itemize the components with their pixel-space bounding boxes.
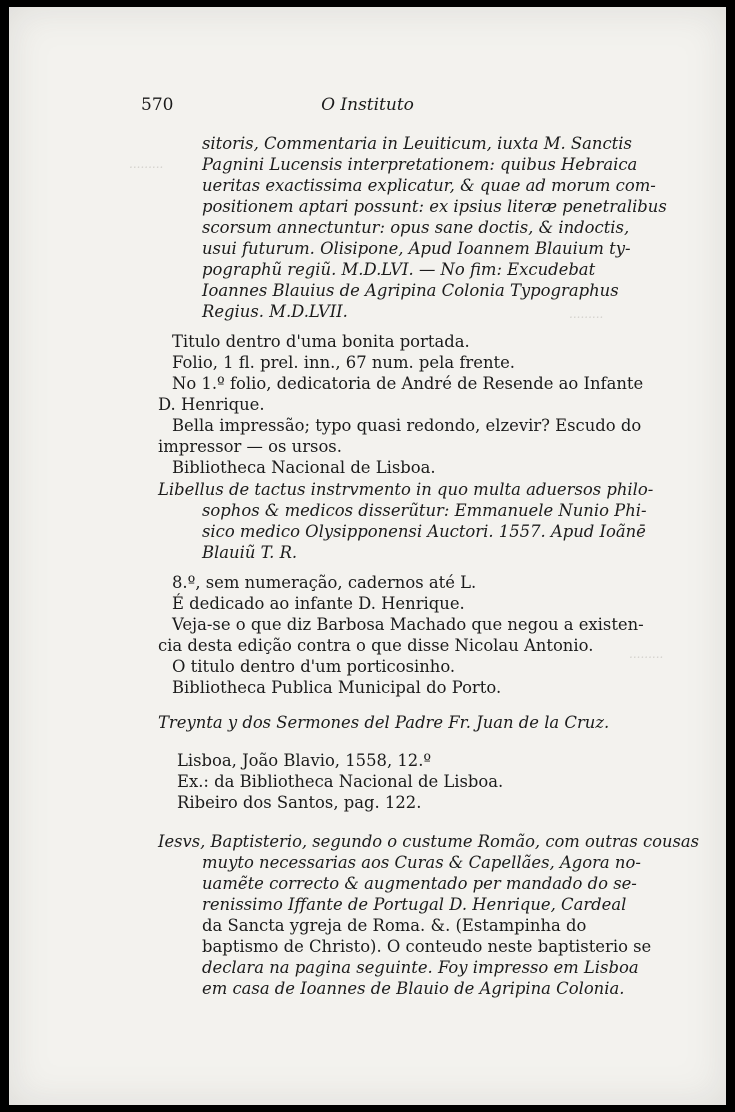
entry-title-line: baptismo de Christo). O conteudo neste baptisterio se — [202, 937, 652, 956]
note-line: Lisboa, João Blavio, 1558, 12.º — [177, 751, 432, 770]
entry-title-line: Iesvs, Baptisterio, segundo o custume Romão, com outras cousas — [158, 832, 699, 851]
note-line: Bibliotheca Nacional de Lisboa. — [172, 458, 436, 477]
entry-title-line: Ioannes Blauius de Agripina Colonia Typographus — [202, 281, 619, 300]
note-line: Titulo dentro d'uma bonita portada. — [172, 332, 470, 351]
entry-title-line: scorsum annectuntur: opus sane doctis, & indoctis, — [202, 218, 630, 237]
note-line: D. Henrique. — [158, 395, 265, 414]
entry-title-line: sico medico Olysipponensi Auctori. 1557. Apud Ioãnē — [202, 522, 646, 541]
entry-title-line: renissimo Iffante de Portugal D. Henrique, Cardeal — [202, 895, 627, 914]
entry-title-line: Treynta y dos Sermones del Padre Fr. Juan de la Cruz. — [158, 713, 610, 732]
note-line: Veja-se o que diz Barbosa Machado que negou a existen- — [172, 615, 644, 634]
note-line: Bella impressão; typo quasi redondo, elzevir? Escudo do — [172, 416, 642, 435]
note-line: Bibliotheca Publica Municipal do Porto. — [172, 678, 502, 697]
running-title: O Instituto — [321, 95, 414, 115]
note-line: É dedicado ao infante D. Henrique. — [172, 594, 465, 613]
note-line: 8.º, sem numeração, cadernos até L. — [172, 573, 477, 592]
show-through-text: ......... — [629, 647, 664, 661]
entry-title-line: Libellus de tactus instrvmento in quo multa aduersos philo- — [158, 480, 654, 499]
note-line: No 1.º folio, dedicatoria de André de Resende ao Infante — [172, 374, 644, 393]
show-through-text: ......... — [569, 307, 604, 321]
entry-title-line: usui futurum. Olisipone, Apud Ioannem Blauium ty- — [202, 239, 631, 258]
entry-title-line: uamẽte correcto & augmentado per mandado do se- — [202, 874, 637, 893]
note-line: Ex.: da Bibliotheca Nacional de Lisboa. — [177, 772, 504, 791]
entry-title-line: sitoris, Commentaria in Leuiticum, iuxta M. Sanctis — [202, 134, 632, 153]
entry-title-line: positionem aptari possunt: ex ipsius literæ penetralibus — [202, 197, 667, 216]
note-line: Ribeiro dos Santos, pag. 122. — [177, 793, 422, 812]
book-page — [9, 7, 726, 1105]
note-line: O titulo dentro d'um porticosinho. — [172, 657, 456, 676]
entry-title-line: declara na pagina seguinte. Foy impresso em Lisboa — [202, 958, 639, 977]
entry-title-line: ueritas exactissima explicatur, & quae ad morum com- — [202, 176, 656, 195]
entry-title-line: em casa de Ioannes de Blauio de Agripina Colonia. — [202, 979, 625, 998]
page-number: 570 — [141, 95, 174, 115]
page-header — [9, 95, 726, 119]
note-line: impressor — os ursos. — [158, 437, 342, 456]
entry-title-line: sophos & medicos disserũtur: Emmanuele Nunio Phi- — [202, 501, 647, 520]
note-line: cia desta edição contra o que disse Nicolau Antonio. — [158, 636, 594, 655]
entry-title-line: da Sancta ygreja de Roma. &. (Estampinha do — [202, 916, 587, 935]
show-through-text: ......... — [129, 157, 164, 171]
entry-title-line: muyto necessarias aos Curas & Capellães, Agora no- — [202, 853, 641, 872]
entry-title-line: Blauiũ T. R. — [202, 543, 298, 562]
note-line: Folio, 1 fl. prel. inn., 67 num. pela frente. — [172, 353, 515, 372]
entry-title-line: pographũ regiũ. M.D.LVI. — No fim: Excudebat — [202, 260, 596, 279]
entry-title-line: Pagnini Lucensis interpretationem: quibus Hebraica — [202, 155, 638, 174]
entry-title-line: Regius. M.D.LVII. — [202, 302, 348, 321]
